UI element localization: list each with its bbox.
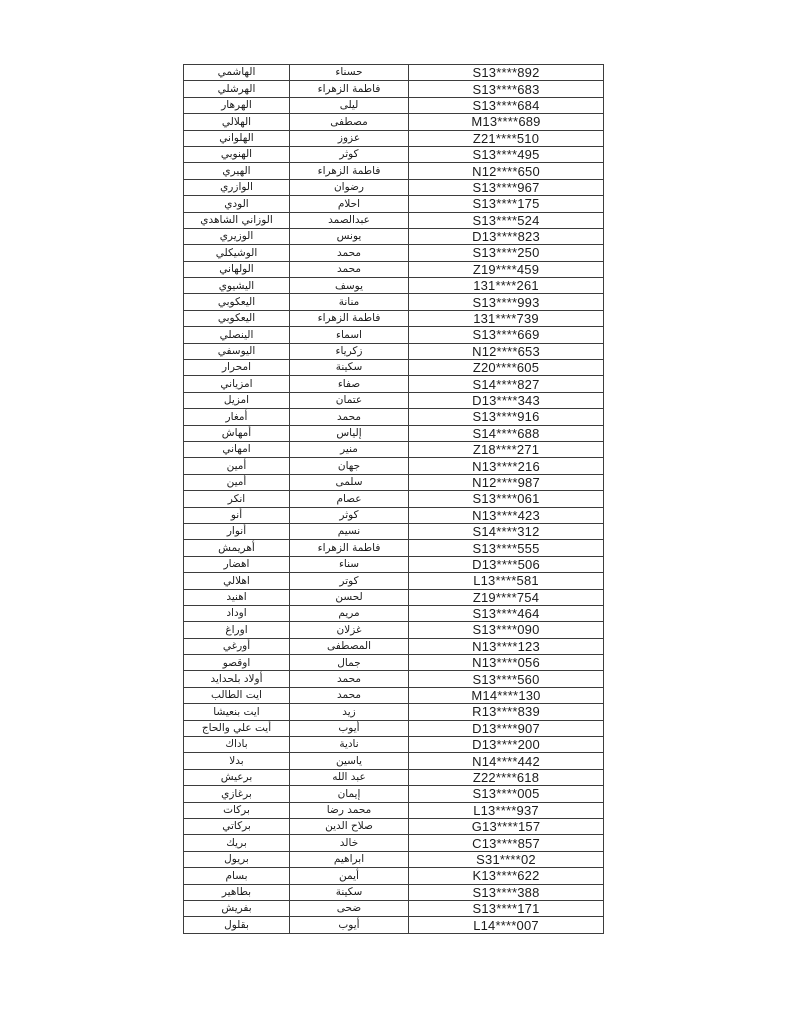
given-name-cell: صفاء [290, 376, 409, 392]
table-row [184, 114, 604, 130]
given-name-cell: سكينة [290, 360, 409, 376]
table-row [184, 835, 604, 851]
given-name-cell: نسيم [290, 523, 409, 539]
given-name-cell: ليلى [290, 97, 409, 113]
given-name-cell: محمد [290, 671, 409, 687]
given-name-cell: جمال [290, 655, 409, 671]
family-name-cell: الوزاني الشاهدي [184, 212, 290, 228]
id-number-cell: Z19****754 [409, 589, 604, 605]
id-number-cell: L13****581 [409, 573, 604, 589]
table-row [184, 900, 604, 916]
given-name-cell: يوسف [290, 278, 409, 294]
family-name-cell: اهنيد [184, 589, 290, 605]
given-name-cell: مريم [290, 605, 409, 621]
family-name-cell: بريك [184, 835, 290, 851]
id-number-cell: S13****524 [409, 212, 604, 228]
family-name-cell: برعيش [184, 769, 290, 785]
id-number-cell: N12****650 [409, 163, 604, 179]
given-name-cell: إيمان [290, 786, 409, 802]
table-row [184, 687, 604, 703]
family-name-cell: الهيري [184, 163, 290, 179]
table-row [184, 851, 604, 867]
table-row [184, 802, 604, 818]
family-name-cell: اليوسفي [184, 343, 290, 359]
table-row [184, 638, 604, 654]
given-name-cell: اسماء [290, 327, 409, 343]
id-number-cell: 131****739 [409, 310, 604, 326]
table-row [184, 261, 604, 277]
id-number-cell: S13****684 [409, 97, 604, 113]
table-row [184, 818, 604, 834]
family-name-cell: الهرشلي [184, 81, 290, 97]
table-row [184, 409, 604, 425]
id-number-cell: S13****250 [409, 245, 604, 261]
given-name-cell: محمد رضا [290, 802, 409, 818]
table-row [184, 720, 604, 736]
id-number-cell: M13****689 [409, 114, 604, 130]
table-row [184, 163, 604, 179]
given-name-cell: سكينة [290, 884, 409, 900]
family-name-cell: أمغار [184, 409, 290, 425]
family-name-cell: الهنوبي [184, 146, 290, 162]
given-name-cell: ضحى [290, 900, 409, 916]
id-number-cell: N13****423 [409, 507, 604, 523]
table-row [184, 310, 604, 326]
family-name-cell: أهريمش [184, 540, 290, 556]
family-name-cell: أيت علي والحاج [184, 720, 290, 736]
table-row [184, 212, 604, 228]
family-name-cell: امزيل [184, 392, 290, 408]
family-name-cell: اهضار [184, 556, 290, 572]
given-name-cell: زيد [290, 704, 409, 720]
table-row [184, 507, 604, 523]
given-name-cell: المصطفى [290, 638, 409, 654]
table-row [184, 671, 604, 687]
id-number-cell: D13****907 [409, 720, 604, 736]
id-number-cell: S13****669 [409, 327, 604, 343]
family-name-cell: الودي [184, 196, 290, 212]
id-number-cell: K13****622 [409, 868, 604, 884]
table-row [184, 622, 604, 638]
table-row [184, 868, 604, 884]
family-name-cell: الوازري [184, 179, 290, 195]
given-name-cell: لحسن [290, 589, 409, 605]
id-number-cell: S13****967 [409, 179, 604, 195]
given-name-cell: نادية [290, 737, 409, 753]
id-number-cell: N12****987 [409, 474, 604, 490]
id-number-cell: L13****937 [409, 802, 604, 818]
given-name-cell: فاطمة الزهراء [290, 540, 409, 556]
family-name-cell: الهلالي [184, 114, 290, 130]
given-name-cell: سلمى [290, 474, 409, 490]
id-number-cell: S13****005 [409, 786, 604, 802]
id-number-cell: N13****123 [409, 638, 604, 654]
table-row [184, 737, 604, 753]
table-row [184, 556, 604, 572]
family-name-cell: الينصلي [184, 327, 290, 343]
family-name-cell: أنوار [184, 523, 290, 539]
family-name-cell: أورغي [184, 638, 290, 654]
id-number-cell: S31****02 [409, 851, 604, 867]
given-name-cell: جهان [290, 458, 409, 474]
id-number-cell: D13****200 [409, 737, 604, 753]
given-name-cell: عبدالصمد [290, 212, 409, 228]
given-name-cell: سناء [290, 556, 409, 572]
table-row [184, 917, 604, 933]
id-number-cell: S14****312 [409, 523, 604, 539]
table-row [184, 196, 604, 212]
family-name-cell: ايت بنعيشا [184, 704, 290, 720]
given-name-cell: فاطمة الزهراء [290, 81, 409, 97]
id-number-cell: G13****157 [409, 818, 604, 834]
id-number-cell: S14****827 [409, 376, 604, 392]
table-row [184, 146, 604, 162]
records-table-body [184, 65, 604, 934]
table-row [184, 392, 604, 408]
family-name-cell: اليشيوي [184, 278, 290, 294]
id-number-cell: S13****090 [409, 622, 604, 638]
given-name-cell: منير [290, 441, 409, 457]
table-row [184, 441, 604, 457]
given-name-cell: محمد [290, 261, 409, 277]
family-name-cell: اليعكوبي [184, 294, 290, 310]
id-number-cell: N13****216 [409, 458, 604, 474]
id-number-cell: S13****683 [409, 81, 604, 97]
given-name-cell: عزوز [290, 130, 409, 146]
family-name-cell: الوشيكلي [184, 245, 290, 261]
id-number-cell: C13****857 [409, 835, 604, 851]
family-name-cell: اوقصو [184, 655, 290, 671]
given-name-cell: كوثر [290, 146, 409, 162]
table-row [184, 884, 604, 900]
table-row [184, 540, 604, 556]
given-name-cell: فاطمة الزهراء [290, 163, 409, 179]
id-number-cell: L14****007 [409, 917, 604, 933]
family-name-cell: اليعكوبي [184, 310, 290, 326]
given-name-cell: أيوب [290, 917, 409, 933]
given-name-cell: احلام [290, 196, 409, 212]
table-row [184, 605, 604, 621]
id-number-cell: S13****464 [409, 605, 604, 621]
family-name-cell: بفريش [184, 900, 290, 916]
id-number-cell: Z21****510 [409, 130, 604, 146]
family-name-cell: الوزيري [184, 228, 290, 244]
records-table [183, 64, 604, 934]
family-name-cell: بدلا [184, 753, 290, 769]
family-name-cell: الهرهار [184, 97, 290, 113]
given-name-cell: كوتر [290, 573, 409, 589]
table-row [184, 589, 604, 605]
id-number-cell: Z22****618 [409, 769, 604, 785]
given-name-cell: إلياس [290, 425, 409, 441]
table-row [184, 425, 604, 441]
table-row [184, 458, 604, 474]
given-name-cell: محمد [290, 409, 409, 425]
family-name-cell: اوداد [184, 605, 290, 621]
table-row [184, 376, 604, 392]
family-name-cell: ايت الطالب [184, 687, 290, 703]
id-number-cell: S13****495 [409, 146, 604, 162]
given-name-cell: فاطمة الزهراء [290, 310, 409, 326]
given-name-cell: غزلان [290, 622, 409, 638]
given-name-cell: كوثر [290, 507, 409, 523]
given-name-cell: رضوان [290, 179, 409, 195]
family-name-cell: باداك [184, 737, 290, 753]
id-number-cell: N12****653 [409, 343, 604, 359]
family-name-cell: أمهاش [184, 425, 290, 441]
family-name-cell: اهلالي [184, 573, 290, 589]
given-name-cell: خالد [290, 835, 409, 851]
table-row [184, 786, 604, 802]
table-row [184, 491, 604, 507]
id-number-cell: D13****823 [409, 228, 604, 244]
family-name-cell: الولهاني [184, 261, 290, 277]
given-name-cell: محمد [290, 687, 409, 703]
table-row [184, 523, 604, 539]
table-row [184, 245, 604, 261]
table-row [184, 573, 604, 589]
table-row [184, 65, 604, 81]
id-number-cell: D13****343 [409, 392, 604, 408]
family-name-cell: أمين [184, 458, 290, 474]
given-name-cell: محمد [290, 245, 409, 261]
family-name-cell: بقلول [184, 917, 290, 933]
family-name-cell: الهاشمي [184, 65, 290, 81]
given-name-cell: يونس [290, 228, 409, 244]
id-number-cell: 131****261 [409, 278, 604, 294]
id-number-cell: S13****061 [409, 491, 604, 507]
table-row [184, 343, 604, 359]
given-name-cell: عبد الله [290, 769, 409, 785]
id-number-cell: S13****555 [409, 540, 604, 556]
given-name-cell: منانة [290, 294, 409, 310]
table-row [184, 474, 604, 490]
table-row [184, 655, 604, 671]
given-name-cell: عصام [290, 491, 409, 507]
given-name-cell: ياسين [290, 753, 409, 769]
id-number-cell: M14****130 [409, 687, 604, 703]
family-name-cell: امحرار [184, 360, 290, 376]
given-name-cell: عتمان [290, 392, 409, 408]
given-name-cell: ابراهيم [290, 851, 409, 867]
id-number-cell: S13****388 [409, 884, 604, 900]
id-number-cell: S13****916 [409, 409, 604, 425]
given-name-cell: أيوب [290, 720, 409, 736]
given-name-cell: زكرياء [290, 343, 409, 359]
table-row [184, 753, 604, 769]
id-number-cell: N13****056 [409, 655, 604, 671]
given-name-cell: مصطفى [290, 114, 409, 130]
id-number-cell: S13****171 [409, 900, 604, 916]
family-name-cell: بسام [184, 868, 290, 884]
given-name-cell: أيمن [290, 868, 409, 884]
given-name-cell: حسناء [290, 65, 409, 81]
id-number-cell: S13****175 [409, 196, 604, 212]
id-number-cell: Z18****271 [409, 441, 604, 457]
table-row [184, 769, 604, 785]
table-row [184, 704, 604, 720]
table-row [184, 360, 604, 376]
id-number-cell: S13****892 [409, 65, 604, 81]
family-name-cell: أولاد بلحدايد [184, 671, 290, 687]
id-number-cell: Z20****605 [409, 360, 604, 376]
family-name-cell: أمين [184, 474, 290, 490]
family-name-cell: انكر [184, 491, 290, 507]
id-number-cell: S13****993 [409, 294, 604, 310]
id-number-cell: N14****442 [409, 753, 604, 769]
family-name-cell: امزياني [184, 376, 290, 392]
family-name-cell: أنو [184, 507, 290, 523]
family-name-cell: بريول [184, 851, 290, 867]
family-name-cell: الهلواني [184, 130, 290, 146]
family-name-cell: اوراغ [184, 622, 290, 638]
id-number-cell: D13****506 [409, 556, 604, 572]
family-name-cell: امهاني [184, 441, 290, 457]
family-name-cell: بطاهير [184, 884, 290, 900]
family-name-cell: برغازي [184, 786, 290, 802]
given-name-cell: صلاح الدين [290, 818, 409, 834]
id-number-cell: R13****839 [409, 704, 604, 720]
id-number-cell: S13****560 [409, 671, 604, 687]
table-row [184, 81, 604, 97]
family-name-cell: بركاتي [184, 818, 290, 834]
table-row [184, 278, 604, 294]
family-name-cell: بركات [184, 802, 290, 818]
table-row [184, 179, 604, 195]
table-row [184, 327, 604, 343]
table-row [184, 228, 604, 244]
table-row [184, 130, 604, 146]
id-number-cell: Z19****459 [409, 261, 604, 277]
table-row [184, 97, 604, 113]
id-number-cell: S14****688 [409, 425, 604, 441]
table-row [184, 294, 604, 310]
